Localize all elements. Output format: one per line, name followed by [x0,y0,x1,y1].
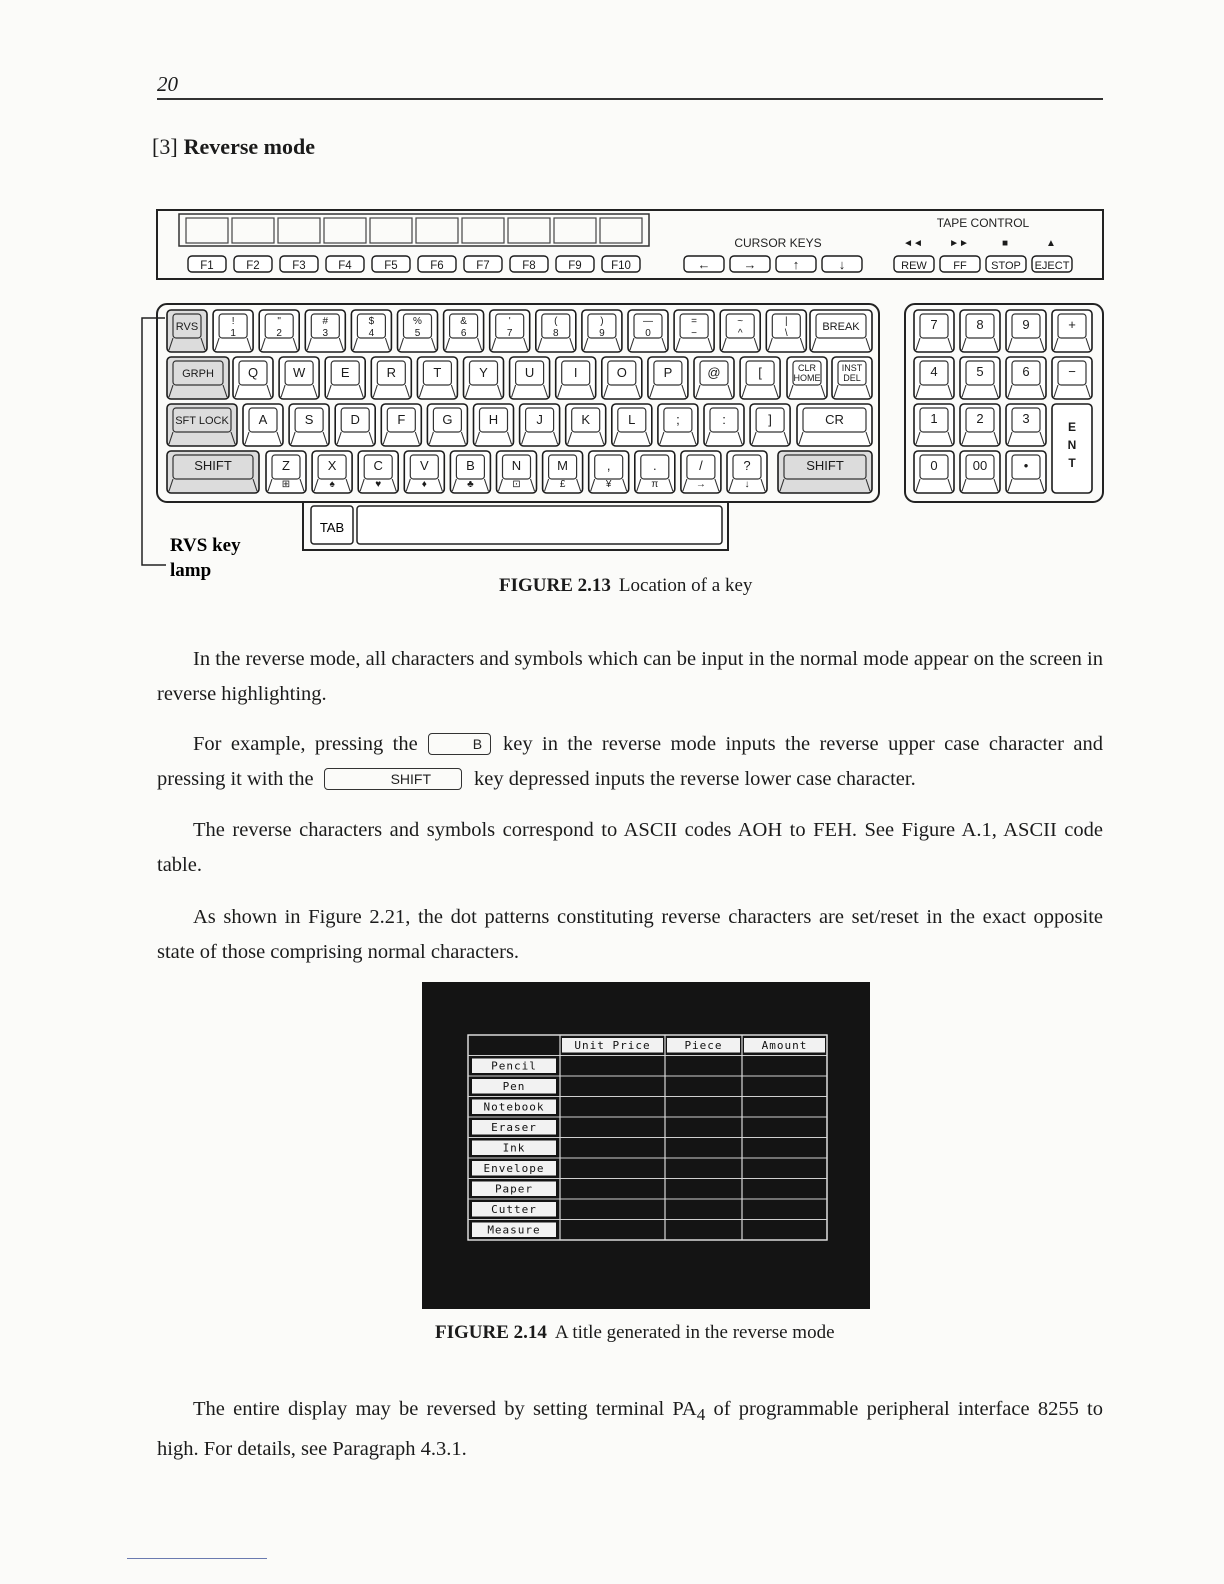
row4-key-label-5: B [466,458,475,473]
row4-key-sub-8: ¥ [605,479,612,490]
row4-key-sub-3: ♥ [375,479,382,490]
cursor-key-label-2: → [743,257,757,272]
row-label-4: Ink [502,1141,526,1155]
row4-key-sub-1: ⊞ [281,479,291,490]
row1-key-label-2: 2 [276,328,282,339]
row1-key-label-1: 1 [230,328,236,339]
paragraph-1-text: In the reverse mode, all characters and symbols which can be input in the normal mode appear on the screen in reverse highlighting. [157,648,1103,705]
row-label-0: Pencil [491,1059,537,1073]
keypad-key-label-11: 0 [930,458,938,473]
paragraph-2-part-c: key depressed inputs the reverse lower case character. [474,768,916,790]
keypad-key-label-8: 1 [930,411,938,426]
row1-key-top-13: | [784,316,788,327]
row1-key-top-10: — [643,316,653,327]
row-label-8: Measure [487,1223,541,1237]
row2-key-label-0: GRPH [182,368,214,380]
row2-key-label-14-a: INST [841,363,863,373]
cursor-key-label-1: ← [697,257,711,272]
keypad-enter-label-2: T [1068,456,1076,470]
header-cell-0: Unit Price [574,1039,651,1052]
fkey-cap-4 [324,218,366,243]
fkey-label-7: F7 [476,260,490,272]
tape-symbol-1: ◄◄ [903,238,923,249]
keypad-enter-label-1: N [1067,438,1077,452]
row1-key-label-5: 5 [414,328,421,339]
row2-key-label-10: P [663,365,673,380]
row1-key-top-1: ! [231,316,235,327]
row1-key-top-4: $ [368,316,375,327]
tape-key-label-3: STOP [991,260,1021,272]
row4-key-label-0: SHIFT [194,458,232,473]
row2-key-label-14-b: DEL [843,373,861,383]
row1-key-label-3: 3 [322,328,329,339]
paragraph-2 [157,727,1103,797]
keypad-key-label-5: 5 [976,364,984,379]
row3-key-label-7: J [536,412,543,427]
keyboard-illustration [0,0,1224,620]
row1-key-top-8: ( [554,316,558,327]
fkey-cap-6 [416,218,458,243]
row1-key-label-9: 9 [599,328,605,339]
row2-key-label-3: E [340,365,350,380]
row4-key-label-9: . [652,458,657,473]
row4-key-label-4: V [419,458,429,473]
figure-2-13-label: FIGURE 2.13 [499,575,611,596]
paragraph-3 [157,813,1103,883]
row3-key-label-9: L [628,412,636,427]
rvs-lamp-label: lamp [170,560,212,581]
tape-control-label: TAPE CONTROL [936,216,1030,230]
fkey-cap-7 [462,218,504,243]
keypad-key-label-13: • [1023,458,1029,473]
row2-key-label-8: I [573,365,578,380]
fkey-label-1: F1 [200,260,214,272]
row4-key-label-1: Z [282,458,290,473]
fkey-cap-8 [508,218,550,243]
fkey-cap-9 [554,218,596,243]
row4-key-label-6: N [511,458,522,473]
row2-key-label-4: R [386,365,396,380]
row1-key-label-13: \ [784,328,788,339]
row4-key-sub-2: ♠ [329,479,335,490]
row1-key-label-11: − [691,328,698,339]
figure-2-13-caption [499,575,752,597]
tape-symbol-4: ▲ [1046,238,1056,249]
row-label-5: Envelope [483,1162,545,1175]
row4-key-sub-6: ⊡ [512,479,521,490]
keypad-key-label-4: 4 [930,364,938,379]
row-label-2: Notebook [483,1100,545,1114]
row1-key-label-6: 6 [460,328,467,339]
keypad-key-label-6: 6 [1022,364,1030,379]
row4-key-label-10: / [699,458,703,473]
fkey-cap-2 [232,218,274,243]
fkey-label-6: F6 [430,260,444,272]
row3-key-label-4: F [397,412,406,427]
row2-key-label-2: W [292,365,306,380]
row1-key-top-11: = [691,316,698,327]
tape-key-label-1: REW [901,260,927,272]
paragraph-5 [157,1392,1103,1467]
row3-key-label-5: G [442,412,453,427]
row4-key-sub-4: ♦ [421,479,427,490]
row4-key-label-3: C [373,458,383,473]
tape-key-label-2: FF [953,260,967,272]
row3-key-label-6: H [488,412,499,427]
figure-2-14-caption [435,1322,835,1344]
row1-key-top-3: # [322,316,329,327]
fkey-label-3: F3 [292,260,306,272]
fkey-cap-5 [370,218,412,243]
row2-key-label-13-a: CLR [797,363,817,373]
row-label-6: Paper [494,1182,534,1196]
row2-key-label-6: Y [479,365,488,380]
row2-key-label-13-b: HOME [793,373,821,383]
row-label-3: Eraser [491,1121,537,1134]
paragraph-4-text: As shown in Figure 2.21, the dot patterns constituting reverse characters are set/reset in the exact opposite state of those comprising normal characters. [157,906,1103,963]
page-number: 20 [157,72,178,96]
paragraph-4 [157,900,1103,970]
tape-key-label-4: EJECT [1034,260,1070,272]
keypad-key-label-12: 00 [972,458,988,473]
paragraph-5-subscript: 4 [696,1405,706,1425]
section-title: Reverse mode [183,134,315,159]
tape-symbol-2: ►► [949,238,969,249]
row4-key-sub-10: → [695,479,706,490]
cursor-key-label-4: ↓ [838,257,846,272]
rvs-key-label: RVS key [170,535,241,556]
row2-key-label-12: [ [758,365,762,380]
row1-key-top-2: " [277,316,281,327]
inline-key-shift: SHIFT [324,768,462,790]
row4-key-sub-7: £ [559,479,566,490]
keypad-enter-label-0: E [1067,420,1077,434]
keypad-key-label-2: 9 [1022,317,1030,332]
row4-key-sub-11: ↓ [744,479,750,490]
section-number: [3] [152,134,178,159]
row3-key-label-8: K [581,412,591,427]
row3-key-label-3: D [350,412,360,427]
cursor-key-label-3: ↑ [792,257,800,272]
fkey-label-10: F10 [611,260,631,272]
row1-key-label-14: BREAK [822,321,860,333]
row3-key-label-2: S [304,412,314,427]
keypad-key-label-0: 7 [930,317,938,332]
paragraph-2-part-b: key in the reverse mode inputs the reverse upper case character and pressing it with the [157,733,1103,790]
row1-key-top-9: ) [600,316,604,327]
fkey-label-9: F9 [568,260,582,272]
figure-2-14-text: A title generated in the reverse mode [554,1322,835,1343]
row1-key-label-10: 0 [645,328,651,339]
keypad-key-label-1: 8 [976,317,984,332]
row3-key-label-0: SFT LOCK [175,415,229,427]
row4-key-label-8: , [606,458,611,473]
keypad-key-label-3: + [1068,317,1076,332]
fkey-cap-1 [186,218,228,243]
row4-key-sub-9: π [651,479,659,490]
row1-key-label-12: ^ [737,328,743,339]
reverse-table [422,982,870,1309]
tab-key-label: TAB [319,520,345,535]
inline-key-b: B [428,733,491,755]
row1-key-label-8: 8 [553,328,559,339]
row1-key-top-12: ~ [737,316,744,327]
fkey-label-2: F2 [246,260,260,272]
fkey-label-4: F4 [338,260,352,272]
row1-key-top-6: & [460,316,467,327]
row4-key-label-7: M [557,458,569,473]
fkey-cap-3 [278,218,320,243]
fkey-cap-10 [600,218,642,243]
header-cell-1: Piece [684,1039,723,1052]
keypad-key-label-10: 3 [1022,411,1030,426]
footer-rule [127,1558,267,1559]
row3-key-label-12: ] [768,412,772,427]
row3-key-label-11: : [722,412,726,427]
paragraph-3-text: The reverse characters and symbols correspond to ASCII codes AOH to FEH. See Figure A.1, ASCII code table. [157,819,1103,876]
row4-key-sub-5: ♣ [467,479,474,490]
row2-key-label-1: Q [247,365,259,380]
row4-key-label-11: ? [743,458,751,473]
figure-2-13-text: Location of a key [618,575,753,596]
row1-key-label-0: RVS [175,321,199,333]
header-cell-2: Amount [761,1039,808,1052]
row2-key-label-5: T [433,365,442,380]
row3-key-label-1: A [258,412,268,427]
row4-key-label-12: SHIFT [806,458,844,473]
paragraph-5-part-b: of programmable peripheral interface 8255 to high. For details, see Paragraph 4.3.1. [157,1398,1103,1461]
row1-key-label-7: 7 [506,328,513,339]
cursor-keys-label: CURSOR KEYS [734,236,822,250]
function-key-tops [179,214,649,246]
row1-key-top-7: ' [508,316,511,327]
tape-symbol-3: ■ [1001,238,1009,249]
space-bar [357,506,722,544]
paragraph-5-part-a: The entire display may be reversed by setting terminal PA [193,1398,697,1420]
keypad-key-label-7: − [1068,364,1076,379]
row1-key-top-5: % [413,316,422,327]
paragraph-2-part-a: For example, pressing the [193,733,418,755]
row1-key-label-4: 4 [368,328,375,339]
row-label-1: Pen [502,1080,526,1093]
row3-key-label-10: ; [676,412,680,427]
rvs-leader-line [142,318,166,565]
row4-key-label-2: X [327,458,337,473]
row3-key-label-13: CR [825,412,844,427]
row-label-7: Cutter [491,1203,537,1216]
reverse-mode-screen-photo [422,982,870,1309]
row2-key-label-9: O [616,365,627,380]
row2-key-label-7: U [524,365,535,380]
fkey-label-8: F8 [522,260,536,272]
figure-2-14-label: FIGURE 2.14 [435,1322,547,1343]
row2-key-label-11: @ [707,365,721,380]
paragraph-1 [157,642,1103,712]
fkey-label-5: F5 [384,260,398,272]
keypad-key-label-9: 2 [976,411,984,426]
